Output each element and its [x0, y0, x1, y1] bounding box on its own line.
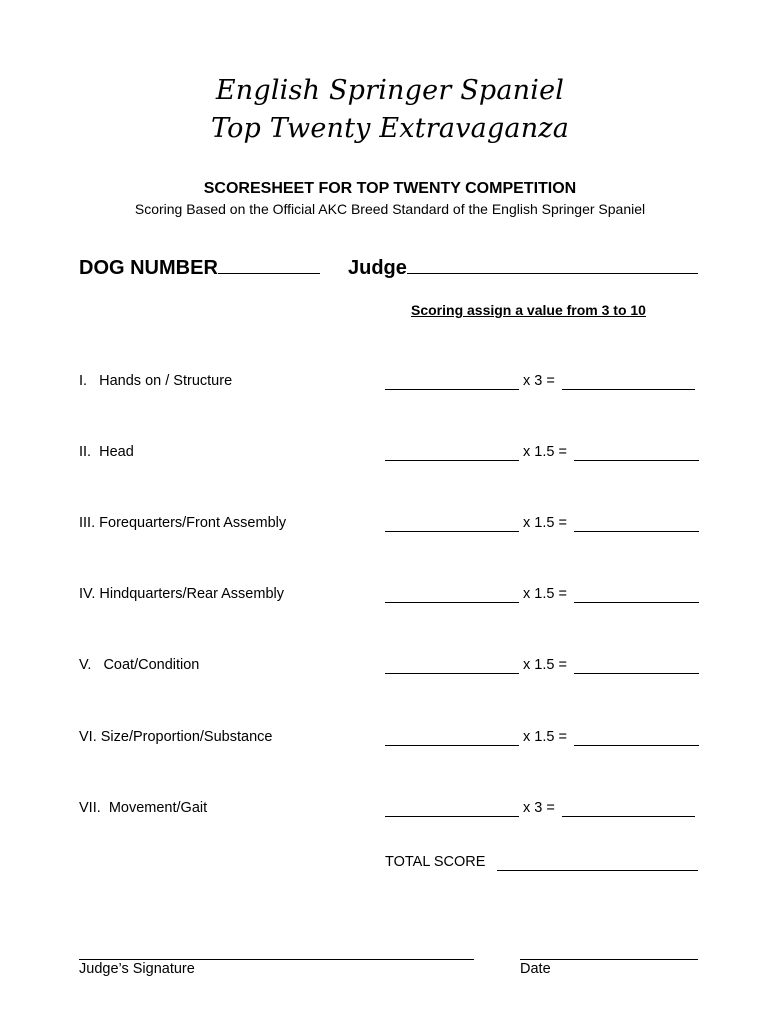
dog-number-label: DOG NUMBER [79, 257, 218, 279]
category-label: I. Hands on / Structure [79, 373, 233, 389]
category-score-input[interactable] [385, 816, 519, 817]
category-label: VI. Size/Proportion/Substance [79, 729, 273, 745]
category-score-input[interactable] [385, 389, 519, 390]
category-weighted-total-input[interactable] [574, 602, 699, 603]
category-label: V. Coat/Condition [79, 657, 200, 673]
document-title-line-1: English Springer Spaniel [215, 75, 565, 106]
category-weighted-total-input[interactable] [574, 460, 699, 461]
category-weighted-total-input[interactable] [562, 816, 695, 817]
dog-number-field [79, 255, 320, 280]
category-multiplier: x 1.5 = [523, 515, 567, 531]
category-multiplier: x 3 = [523, 373, 555, 389]
category-weighted-total-input[interactable] [562, 389, 695, 390]
category-score-input[interactable] [385, 745, 519, 746]
category-score-input[interactable] [385, 531, 519, 532]
judge-field [348, 255, 698, 280]
category-weighted-total-input[interactable] [574, 531, 699, 532]
judge-label: Judge [348, 257, 407, 279]
category-label: IV. Hindquarters/Rear Assembly [79, 586, 284, 602]
judge-signature-line[interactable] [79, 959, 474, 960]
category-multiplier: x 1.5 = [523, 729, 567, 745]
category-multiplier: x 1.5 = [523, 586, 567, 602]
dog-number-input[interactable] [218, 255, 320, 274]
scoresheet-heading: SCORESHEET FOR TOP TWENTY COMPETITION [203, 180, 577, 197]
scoring-instruction: Scoring assign a value from 3 to 10 [411, 302, 646, 318]
category-label: III. Forequarters/Front Assembly [79, 515, 287, 531]
total-score-input[interactable] [497, 870, 698, 871]
category-score-input[interactable] [385, 602, 519, 603]
judge-signature-label: Judge’s Signature [79, 961, 195, 977]
date-label: Date [520, 961, 551, 977]
category-label: VII. Movement/Gait [79, 800, 208, 816]
date-line[interactable] [520, 959, 698, 960]
category-score-input[interactable] [385, 673, 519, 674]
category-weighted-total-input[interactable] [574, 673, 699, 674]
category-multiplier: x 1.5 = [523, 444, 567, 460]
category-multiplier: x 3 = [523, 800, 555, 816]
category-score-input[interactable] [385, 460, 519, 461]
category-weighted-total-input[interactable] [574, 745, 699, 746]
judge-name-input[interactable] [407, 255, 698, 274]
total-score-label: TOTAL SCORE [385, 854, 486, 870]
category-label: II. Head [79, 444, 134, 460]
category-multiplier: x 1.5 = [523, 657, 567, 673]
document-title-line-2: Top Twenty Extravaganza [210, 113, 570, 144]
scoresheet-subheading: Scoring Based on the Official AKC Breed Standard of the English Springer Spaniel [134, 201, 646, 217]
